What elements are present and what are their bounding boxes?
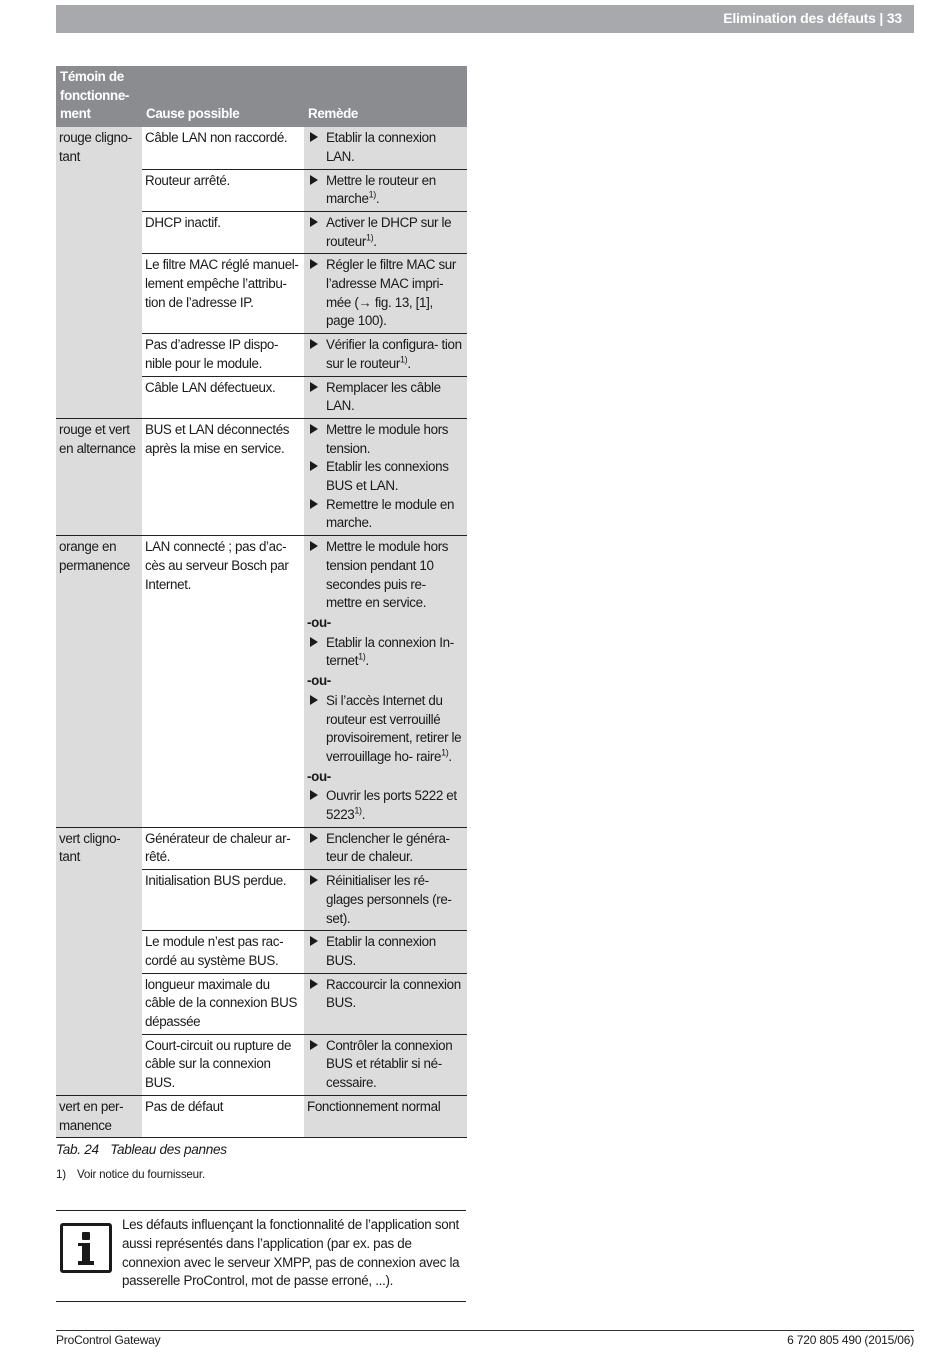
cause-cell: BUS et LAN déconnectés après la mise en service. — [142, 418, 304, 535]
remedy-step: Activer le DHCP sur le routeur$^{1)}$. — [307, 214, 464, 251]
column-header-cause: Cause possible — [142, 66, 304, 127]
remedy-step — [307, 933, 464, 970]
page-header — [56, 5, 914, 33]
step-arrow-icon — [310, 695, 318, 705]
footnote — [56, 1168, 205, 1181]
cause-cell: LAN connecté ; pas d’ac- cès au serveur Bosch par Internet. — [142, 536, 304, 828]
fault-table — [56, 66, 467, 1138]
remedy-cell — [304, 334, 467, 376]
footer-doc-number: 6 720 805 490 (2015/06) — [787, 1333, 914, 1347]
table-row — [56, 827, 467, 869]
remedy-step — [307, 256, 464, 331]
footer-rule — [56, 1330, 914, 1331]
step-arrow-icon — [310, 217, 318, 227]
remedy-step — [307, 379, 464, 416]
step-text: Mettre le module hors tension pendant 10 secondes puis re- mettre en service. — [326, 539, 449, 611]
or-separator: -ou- — [307, 614, 331, 630]
remedy-step — [307, 496, 464, 533]
step-arrow-icon — [310, 541, 318, 551]
step-arrow-icon — [310, 875, 318, 885]
cause-cell: Routeur arrêté. — [142, 169, 304, 211]
step-text: Remettre le module en marche. — [326, 496, 455, 531]
cause-cell: DHCP inactif. — [142, 211, 304, 253]
step-text: Activer le DHCP sur le routeur — [326, 214, 452, 249]
remedy-cell — [304, 127, 467, 169]
step-text: Etablir la connexion LAN. — [326, 130, 436, 164]
cause-cell: Câble LAN non raccordé. — [142, 127, 304, 169]
step-arrow-icon — [310, 936, 318, 946]
column-header-remedy: Remède — [304, 66, 467, 127]
step-text: Mettre le module hors tension. — [326, 421, 449, 456]
remedy-cell — [304, 169, 467, 211]
footnote-ref: 1) — [400, 354, 408, 365]
step-text: Contrôler la connexion BUS et rétablir si né- cessaire. — [326, 1037, 453, 1091]
step-arrow-icon — [310, 382, 318, 392]
step-arrow-icon — [310, 637, 318, 647]
step-text: Régler le filtre MAC sur l’adresse MAC impri- mée (→ fig. 13, [1], page 100). — [326, 257, 457, 329]
status-cell: rouge cligno- tant — [56, 127, 142, 418]
footnote-ref: 1) — [441, 747, 449, 758]
remedy-cell — [304, 1034, 467, 1095]
notice-text: Les défauts influençant la fonctionnalité de l’application sont aussi représentés dans l’application (par ex. pas de connexion avec le serveur XMPP, pas de connexion avec la passerelle ProControl, mot de passe erroné, ...). — [122, 1217, 460, 1289]
footnote-number: 1) — [56, 1168, 66, 1181]
cause-cell: Le filtre MAC réglé manuel- lement empêche l’attribu- tion de l’adresse IP. — [142, 254, 304, 334]
or-separator: -ou- — [307, 768, 331, 784]
remedy-step: Ouvrir les ports 5222 et 5223$^{1)}$. — [307, 787, 464, 824]
table-row — [56, 127, 467, 169]
info-icon — [60, 1223, 112, 1273]
remedy-step — [307, 830, 464, 867]
status-cell: vert cligno- tant — [56, 827, 142, 1095]
step-arrow-icon — [310, 833, 318, 843]
caption-number: Tab. 24 — [56, 1142, 99, 1157]
footer-product: ProControl Gateway — [56, 1333, 161, 1347]
status-cell: rouge et vert en alternance — [56, 418, 142, 535]
cause-cell: Pas de défaut — [142, 1095, 304, 1137]
table-caption — [56, 1142, 227, 1157]
step-arrow-icon — [310, 499, 318, 509]
cause-cell: Pas d’adresse IP dispo- nible pour le module. — [142, 334, 304, 376]
header-title: Elimination des défauts | 33 — [723, 10, 902, 26]
remedy-step — [307, 458, 464, 495]
footnote-ref: 1) — [368, 189, 376, 200]
remedy-cell — [304, 376, 467, 418]
step-arrow-icon — [310, 461, 318, 471]
step-arrow-icon — [310, 132, 318, 142]
step-arrow-icon — [310, 979, 318, 989]
step-text: Ouvrir les ports 5222 et 5223 — [326, 788, 457, 823]
step-text: Remplacer les câble LAN. — [326, 379, 441, 414]
step-text: Etablir la connexion BUS. — [326, 934, 436, 968]
remedy-step: Etablir la connexion In- ternet$^{1)}$. — [307, 634, 464, 671]
cause-cell: Générateur de chaleur ar- rêté. — [142, 827, 304, 869]
cause-cell: Initialisation BUS perdue. — [142, 870, 304, 931]
status-cell: vert en per- manence — [56, 1095, 142, 1137]
step-arrow-icon — [310, 175, 318, 185]
step-text: Si l’accès Internet du routeur est verrouillé provisoirement, retirer le verrouillage ho- raire — [326, 692, 462, 764]
footnote-ref: 1) — [354, 805, 362, 816]
remedy-step — [307, 129, 464, 166]
step-text: Réinitialiser les ré- glages personnels (re- set). — [326, 873, 452, 926]
remedy-step: Mettre le routeur en marche$^{1)}$. — [307, 172, 464, 209]
remedy-step — [307, 976, 464, 1013]
step-text: Vérifier la configura- tion sur le routeur — [326, 337, 462, 371]
step-text: Enclencher le généra- teur de chaleur. — [326, 830, 450, 865]
step-arrow-icon — [310, 424, 318, 434]
cause-cell: longueur maximale du câble de la connexion BUS dépassée — [142, 973, 304, 1034]
info-notice — [56, 1210, 466, 1302]
column-header-status: Témoin de fonctionne- ment — [56, 66, 142, 127]
table-row — [56, 1095, 467, 1137]
step-arrow-icon — [310, 339, 318, 349]
table-row — [56, 418, 467, 535]
status-cell: orange en permanence — [56, 536, 142, 828]
cause-cell: Le module n’est pas rac- cordé au système BUS. — [142, 931, 304, 973]
footnote-text: Voir notice du fournisseur. — [76, 1168, 205, 1181]
step-text: Mettre le routeur en marche — [326, 172, 436, 207]
remedy-cell — [304, 536, 467, 828]
remedy-cell — [304, 254, 467, 334]
table-header-row — [56, 66, 467, 127]
cause-cell: Câble LAN défectueux. — [142, 376, 304, 418]
remedy-step — [307, 1037, 464, 1093]
remedy-cell — [304, 418, 467, 535]
remedy-cell: Fonctionnement normal — [304, 1095, 467, 1137]
remedy-step: Vérifier la configura- tion sur le routeur$^{1)}$. — [307, 336, 464, 373]
remedy-cell — [304, 211, 467, 253]
footnote-ref: 1) — [358, 651, 366, 662]
cause-cell: Court-circuit ou rupture de câble sur la connexion BUS. — [142, 1034, 304, 1095]
step-text: Etablir les connexions BUS et LAN. — [326, 459, 449, 494]
remedy-step — [307, 872, 464, 928]
remedy-step: Si l’accès Internet du routeur est verrouillé provisoirement, retirer le verrouillage ho- raire$^{1)}$. — [307, 692, 464, 767]
step-text: Raccourcir la connexion BUS. — [326, 976, 461, 1011]
remedy-cell — [304, 870, 467, 931]
footnote-ref: 1) — [365, 232, 374, 243]
remedy-cell — [304, 827, 467, 869]
caption-text: Tableau des pannes — [110, 1142, 227, 1157]
step-arrow-icon — [310, 1040, 318, 1050]
step-arrow-icon — [310, 790, 318, 800]
remedy-cell — [304, 931, 467, 973]
or-separator: -ou- — [307, 673, 331, 689]
step-text: Etablir la connexion In- ternet — [326, 634, 454, 669]
table-body — [56, 127, 467, 1138]
remedy-step — [307, 538, 464, 613]
remedy-step — [307, 421, 464, 458]
remedy-cell — [304, 973, 467, 1034]
step-arrow-icon — [310, 259, 318, 269]
table-row — [56, 536, 467, 828]
